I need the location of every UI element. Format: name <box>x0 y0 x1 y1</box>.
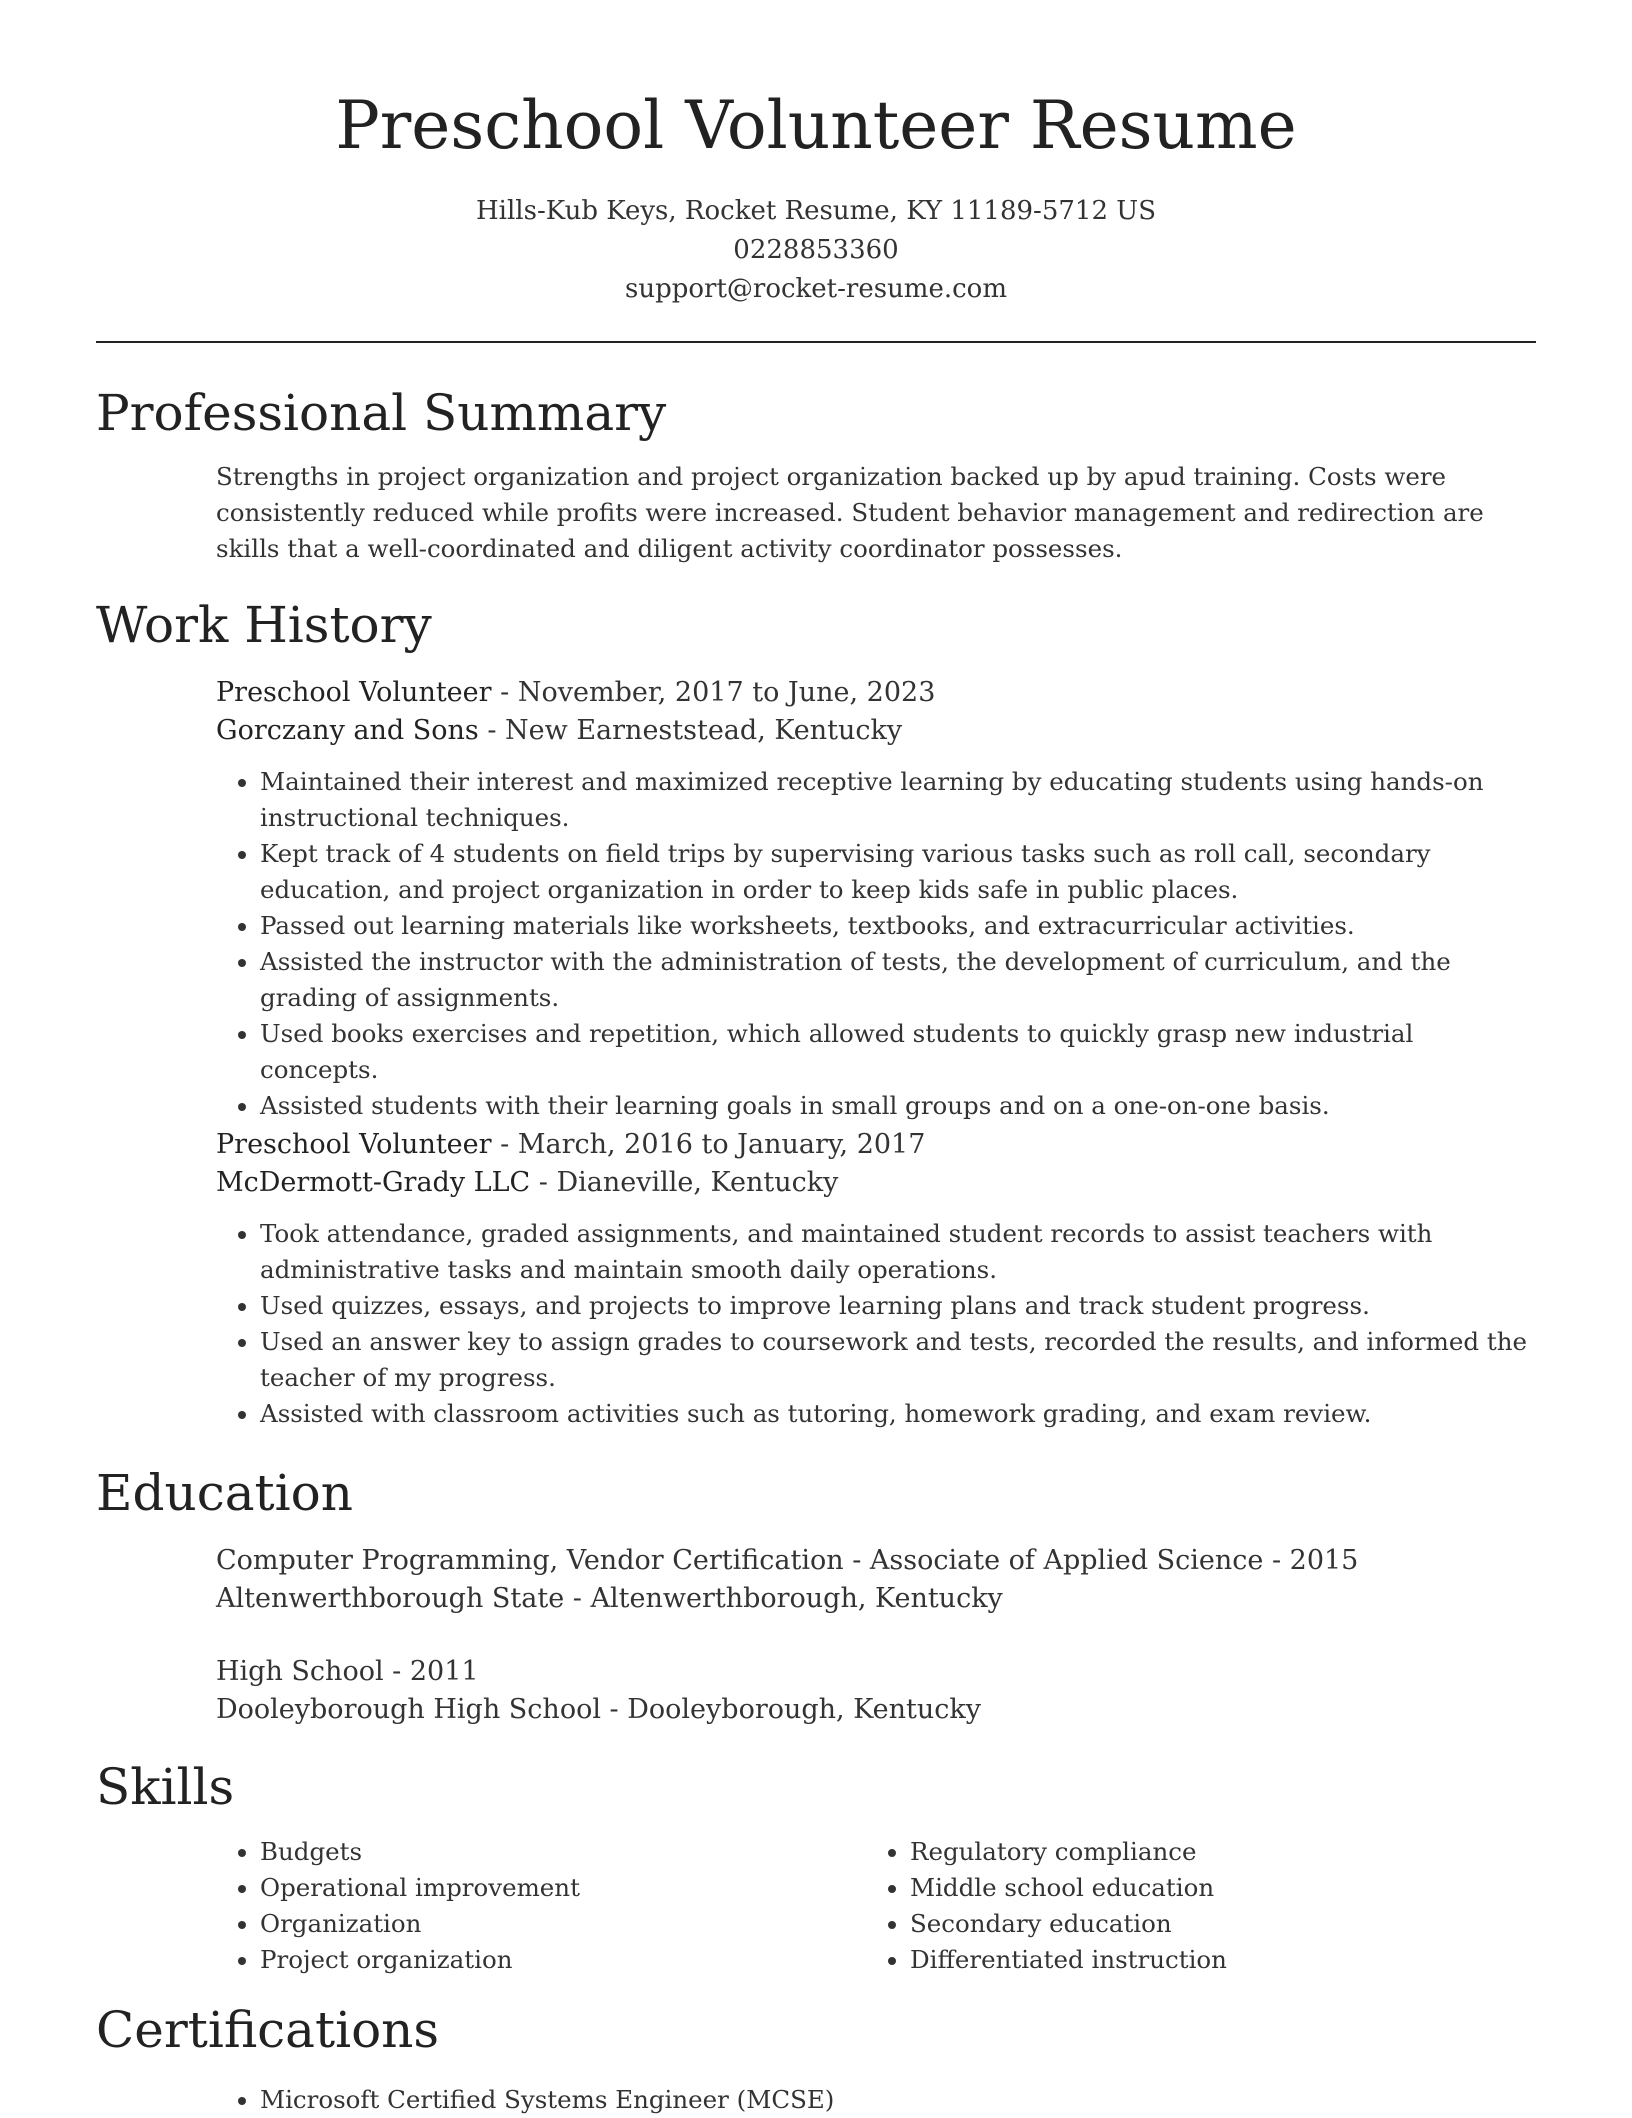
job-title-line <box>216 1126 1536 1164</box>
job-entry <box>216 1126 1536 1432</box>
summary-heading: Professional Summary <box>96 384 667 442</box>
list-item: • Assisted students with their learning goals in small groups and on a one-on-one basis. <box>260 1088 1536 1124</box>
education-year: - 2011 <box>383 1656 479 1687</box>
work-history-heading: Work History <box>96 596 432 654</box>
summary-section <box>216 459 1536 567</box>
job-role: Preschool Volunteer <box>216 1129 492 1160</box>
header-divider <box>96 341 1536 343</box>
education-year: - 2015 <box>1263 1545 1359 1576</box>
skills-column-right <box>866 1834 1516 1978</box>
job-title-line <box>216 674 1536 712</box>
list-item: • Operational improvement <box>260 1870 866 1906</box>
job-location: - Dianeville, Kentucky <box>530 1167 839 1198</box>
list-item: • Organization <box>260 1906 866 1942</box>
education-school: Altenwerthborough State <box>216 1583 565 1614</box>
list-item: • Secondary education <box>910 1906 1516 1942</box>
list-item: • Microsoft Certified Systems Engineer (MCSE) <box>260 2082 1536 2118</box>
list-item: • Used quizzes, essays, and projects to improve learning plans and track student progress. <box>260 1288 1536 1324</box>
list-item: • Middle school education <box>910 1870 1516 1906</box>
list-item: • Regulatory compliance <box>910 1834 1516 1870</box>
education-location: - Altenwerthborough, Kentucky <box>564 1583 1003 1614</box>
job-company-line <box>216 1164 1536 1202</box>
list-item: • Maintained their interest and maximized receptive learning by educating students using hands-on instructional techniques. <box>260 764 1536 836</box>
skills-list <box>216 1834 866 1978</box>
list-item: • Used an answer key to assign grades to coursework and tests, recorded the results, and informed the teacher of my progress. <box>260 1324 1536 1396</box>
resume-header <box>96 84 1536 309</box>
education-school: Dooleyborough High School <box>216 1694 601 1725</box>
education-school-line <box>216 1691 1536 1729</box>
list-item: • Passed out learning materials like worksheets, textbooks, and extracurricular activities. <box>260 908 1536 944</box>
job-role: Preschool Volunteer <box>216 677 492 708</box>
contact-email: support@rocket-resume.com <box>624 274 1007 304</box>
certifications-list <box>216 2082 1536 2118</box>
education-entry <box>216 1542 1536 1618</box>
list-item: • Budgets <box>260 1834 866 1870</box>
job-entry <box>216 674 1536 1124</box>
job-company: McDermott-Grady LLC <box>216 1167 531 1198</box>
list-item: • Took attendance, graded assignments, and maintained student records to assist teachers with administrative tasks and maintain smooth daily operations. <box>260 1216 1536 1288</box>
job-dates: - November, 2017 to June, 2023 <box>491 677 936 708</box>
education-degree-line <box>216 1653 1536 1691</box>
job-duties-list <box>216 1216 1536 1432</box>
summary-text: Strengths in project organization and project organization backed up by apud training. Costs were consistently reduced while profits were increased. Student behavior management and redirection are skills that a well-coordinated and diligent activity coordinator possesses. <box>216 462 1484 563</box>
list-item: • Project organization <box>260 1942 866 1978</box>
contact-phone: 0228853360 <box>733 235 899 265</box>
job-dates: - March, 2016 to January, 2017 <box>491 1129 926 1160</box>
contact-info <box>96 192 1536 309</box>
education-heading: Education <box>96 1464 353 1522</box>
resume-title: Preschool Volunteer Resume <box>335 87 1297 164</box>
skills-grid <box>216 1834 1536 1978</box>
job-company-line <box>216 712 1536 750</box>
skills-list <box>866 1834 1516 1978</box>
certifications-section <box>216 2082 1536 2118</box>
education-degree: Computer Programming, Vendor Certification - Associate of Applied Science <box>216 1545 1264 1576</box>
skills-section <box>216 1834 1536 1978</box>
education-entry <box>216 1653 1536 1729</box>
list-item: • Differentiated instruction <box>910 1942 1516 1978</box>
contact-address: Hills-Kub Keys, Rocket Resume, KY 11189-5712 US <box>476 196 1156 226</box>
education-school-line <box>216 1580 1536 1618</box>
education-degree: High School <box>216 1656 384 1687</box>
job-duties-list <box>216 764 1536 1124</box>
job-location: - New Earneststead, Kentucky <box>478 715 903 746</box>
certifications-heading: Certifications <box>96 2001 440 2059</box>
list-item: • Assisted with classroom activities such as tutoring, homework grading, and exam review. <box>260 1396 1536 1432</box>
education-degree-line <box>216 1542 1536 1580</box>
job-company: Gorczany and Sons <box>216 715 479 746</box>
skills-heading: Skills <box>96 1758 235 1816</box>
skills-column-left <box>216 1834 866 1978</box>
list-item: • Used books exercises and repetition, which allowed students to quickly grasp new industrial concepts. <box>260 1016 1536 1088</box>
education-location: - Dooleyborough, Kentucky <box>600 1694 981 1725</box>
list-item: • Kept track of 4 students on field trips by supervising various tasks such as roll call, secondary education, and project organization in order to keep kids safe in public places. <box>260 836 1536 908</box>
list-item: • Assisted the instructor with the administration of tests, the development of curriculum, and the grading of assignments. <box>260 944 1536 1016</box>
